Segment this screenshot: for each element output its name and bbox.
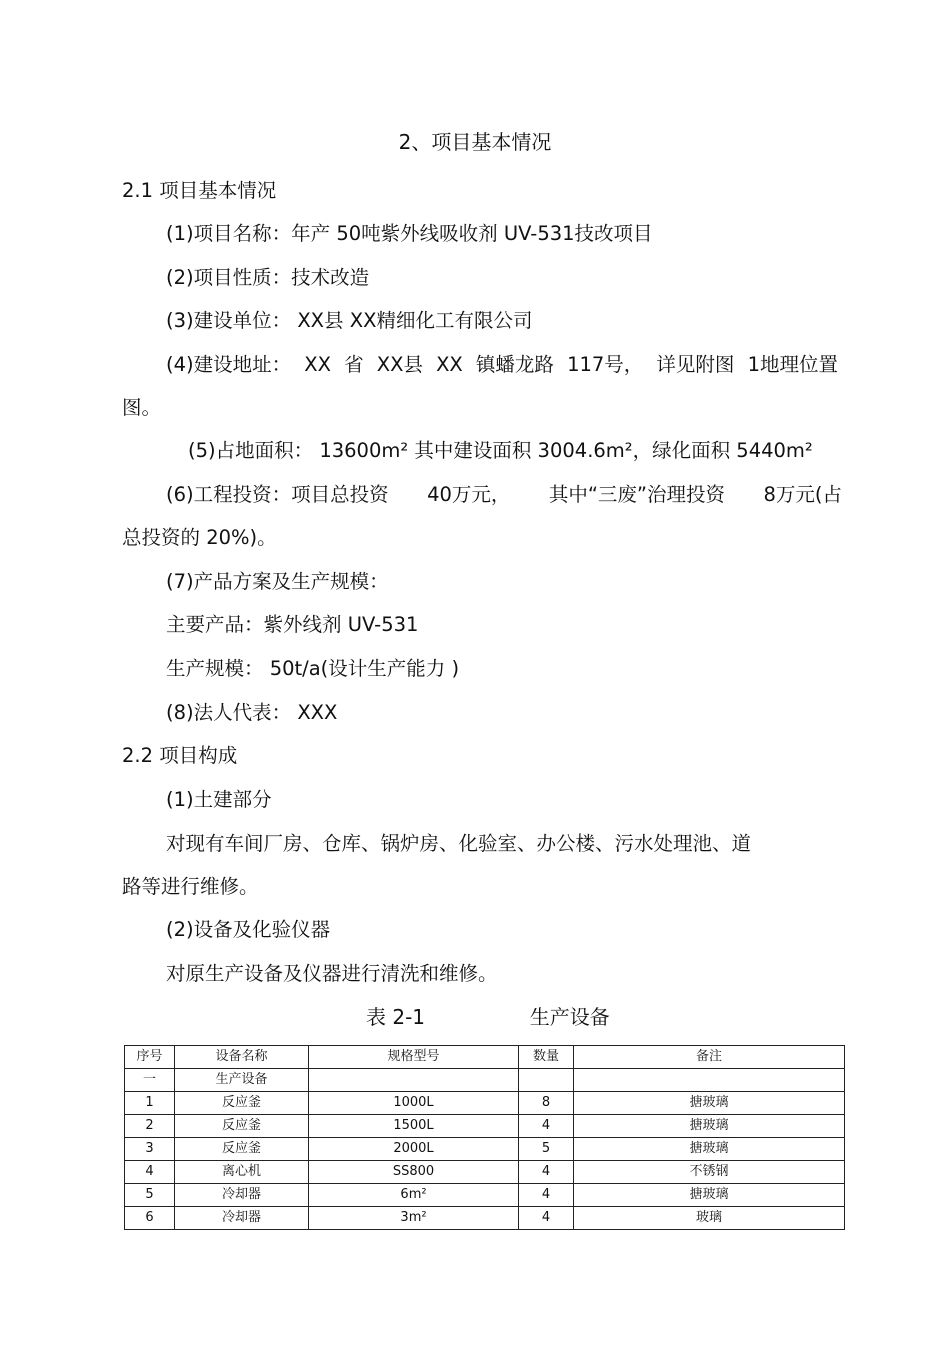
address-part: 117号， xyxy=(567,353,644,376)
main-product: 主要产品：紫外线剂 UV-531 xyxy=(166,613,419,636)
item-project-nature: (2)项目性质：技术改造 xyxy=(166,266,370,289)
cell-index: 一 xyxy=(125,1069,175,1092)
subsection-heading-2-2: 2.2 项目构成 xyxy=(122,744,238,767)
address-part: XX xyxy=(436,353,463,376)
item-investment xyxy=(166,482,842,508)
cell-name: 生产设备 xyxy=(175,1069,309,1092)
cell-remark: 搪玻璃 xyxy=(574,1138,845,1161)
investment-part: 40万元， xyxy=(427,483,511,506)
table-row xyxy=(125,1184,845,1207)
equipment-heading: (2)设备及化验仪器 xyxy=(166,918,331,941)
cell-name: 反应釜 xyxy=(175,1138,309,1161)
cell-quantity xyxy=(519,1069,574,1092)
subsection-heading-2-1: 2.1 项目基本情况 xyxy=(122,179,277,202)
equipment-text: 对原生产设备及仪器进行清洗和维修。 xyxy=(166,962,498,985)
col-header-remark: 备注 xyxy=(574,1046,845,1069)
table-caption-number: 表 2-1 xyxy=(366,1005,426,1029)
table-row xyxy=(125,1069,845,1092)
item-builder: (3)建设单位： XX县 XX精细化工有限公司 xyxy=(166,309,533,332)
civil-works-text: 对现有车间厂房、仓库、锅炉房、化验室、办公楼、污水处理池、道 xyxy=(166,832,752,855)
cell-name: 冷却器 xyxy=(175,1184,309,1207)
civil-works-text-continued: 路等进行维修。 xyxy=(122,875,259,898)
cell-spec: 1500L xyxy=(309,1115,519,1138)
table-row xyxy=(125,1092,845,1115)
table-row xyxy=(125,1138,845,1161)
cell-index: 1 xyxy=(125,1092,175,1115)
investment-part: 8万元(占 xyxy=(763,483,842,506)
cell-quantity: 5 xyxy=(519,1138,574,1161)
production-scale: 生产规模： 50t/a(设计生产能力 ) xyxy=(166,657,460,680)
col-header-spec: 规格型号 xyxy=(309,1046,519,1069)
table-header-row xyxy=(125,1046,845,1069)
civil-works-heading: (1)土建部分 xyxy=(166,788,272,811)
investment-part: (6)工程投资：项目总投资 xyxy=(166,483,389,506)
item-address-continued: 图。 xyxy=(122,396,162,419)
cell-index: 6 xyxy=(125,1207,175,1230)
address-part: XX xyxy=(304,353,331,376)
cell-index: 4 xyxy=(125,1161,175,1184)
cell-remark xyxy=(574,1069,845,1092)
cell-quantity: 4 xyxy=(519,1184,574,1207)
address-part: 省 xyxy=(344,353,364,376)
item-legal-representative: (8)法人代表： XXX xyxy=(166,701,338,724)
cell-quantity: 4 xyxy=(519,1115,574,1138)
table-row xyxy=(125,1207,845,1230)
cell-spec: SS800 xyxy=(309,1161,519,1184)
cell-index: 5 xyxy=(125,1184,175,1207)
table-row xyxy=(125,1161,845,1184)
table-row xyxy=(125,1115,845,1138)
cell-remark: 玻璃 xyxy=(574,1207,845,1230)
address-part: XX县 xyxy=(376,353,423,376)
cell-spec xyxy=(309,1069,519,1092)
equipment-table xyxy=(124,1045,845,1230)
col-header-name: 设备名称 xyxy=(175,1046,309,1069)
cell-spec: 3m² xyxy=(309,1207,519,1230)
cell-name: 反应釜 xyxy=(175,1092,309,1115)
cell-name: 冷却器 xyxy=(175,1207,309,1230)
address-part: 详见附图 xyxy=(656,353,735,376)
cell-index: 3 xyxy=(125,1138,175,1161)
cell-spec: 1000L xyxy=(309,1092,519,1115)
cell-remark: 不锈钢 xyxy=(574,1161,845,1184)
item-investment-continued: 总投资的 20%)。 xyxy=(122,526,277,549)
table-caption-title: 生产设备 xyxy=(529,1005,610,1029)
item-product-plan: (7)产品方案及生产规模： xyxy=(166,570,389,593)
investment-part: 其中“三废”治理投资 xyxy=(548,483,726,506)
table-caption xyxy=(366,1004,610,1030)
section-title: 2、项目基本情况 xyxy=(398,130,552,154)
col-header-quantity: 数量 xyxy=(519,1046,574,1069)
cell-spec: 6m² xyxy=(309,1184,519,1207)
item-land-area: (5)占地面积： 13600m² 其中建设面积 3004.6m²，绿化面积 5440m² xyxy=(188,439,813,462)
cell-quantity: 4 xyxy=(519,1161,574,1184)
item-address xyxy=(166,352,838,378)
cell-quantity: 4 xyxy=(519,1207,574,1230)
cell-remark: 搪玻璃 xyxy=(574,1092,845,1115)
cell-name: 反应釜 xyxy=(175,1115,309,1138)
cell-remark: 搪玻璃 xyxy=(574,1115,845,1138)
cell-index: 2 xyxy=(125,1115,175,1138)
col-header-index: 序号 xyxy=(125,1046,175,1069)
cell-quantity: 8 xyxy=(519,1092,574,1115)
cell-name: 离心机 xyxy=(175,1161,309,1184)
cell-remark: 搪玻璃 xyxy=(574,1184,845,1207)
address-part: 镇蟠龙路 xyxy=(475,353,554,376)
address-part: (4)建设地址： xyxy=(166,353,292,376)
item-project-name: (1)项目名称：年产 50吨紫外线吸收剂 UV-531技改项目 xyxy=(166,222,653,245)
address-part: 1地理位置 xyxy=(747,353,838,376)
cell-spec: 2000L xyxy=(309,1138,519,1161)
